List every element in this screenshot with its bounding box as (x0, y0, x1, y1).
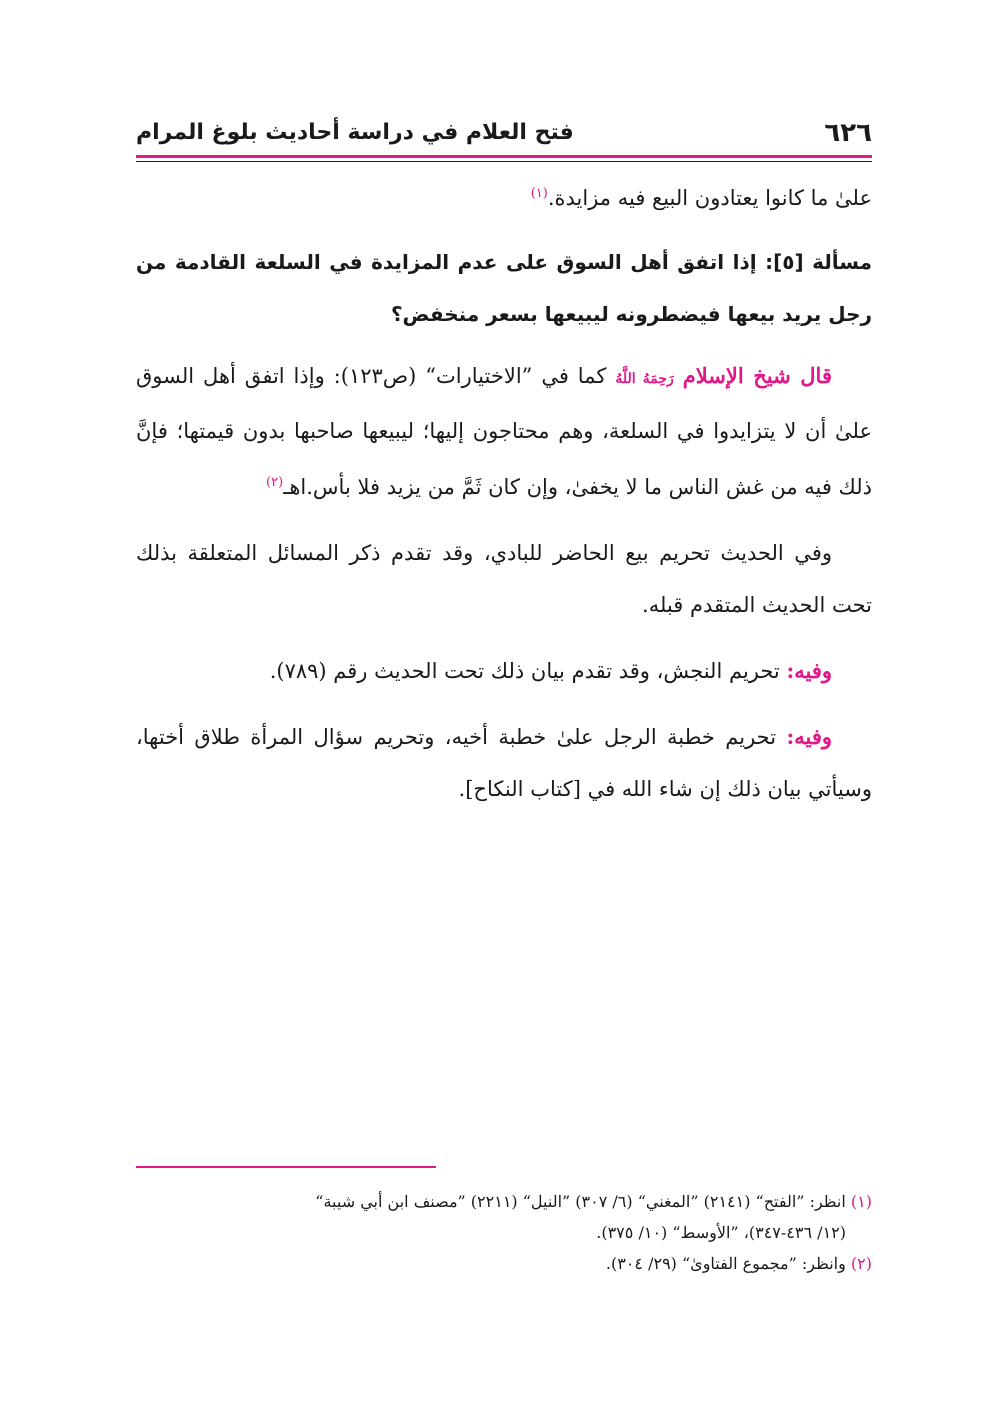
issue-number: مسألة [٥]: (765, 250, 873, 274)
footnote-1-mark: (١) (850, 1192, 872, 1211)
carryover-paragraph (136, 168, 872, 224)
benefit-1 (136, 645, 872, 697)
footnote-2-text: وانظر: ”مجموع الفتاوىٰ“ (٢٩/ ٣٠٤). (605, 1254, 846, 1273)
footnote-1-text: انظر: ”الفتح“ (٢١٤١) ”المغني“ (٦/ ٣٠٧) ”النيل“ (٢٢١١) ”مصنف ابن أبي شيبة“ (315, 1192, 846, 1211)
footnote-1 (136, 1186, 872, 1217)
footnote-2-mark: (٢) (850, 1254, 872, 1273)
footnotes (136, 1186, 872, 1279)
footnote-1-continuation: (١٢/ ٤٣٦-٣٤٧)، ”الأوسط“ (١٠/ ٣٧٥). (596, 1223, 846, 1242)
benefit-2-text: تحريم خطبة الرجل علىٰ خطبة أخيه، وتحريم سؤال المرأة طلاق أختها، وسيأتي بيان ذلك إن شاء الله في [كتاب النكاح]. (136, 725, 872, 801)
header-rule (136, 161, 872, 162)
issue-question: إذا اتفق أهل السوق على عدم المزايدة في السلعة القادمة من رجل يريد بيعها فيضطرونه ليبيعها بسعر منخفض؟ (136, 250, 872, 326)
carryover-text: علىٰ ما كانوا يعتادون البيع فيه مزايدة. (547, 186, 872, 210)
quote-paragraph (136, 350, 872, 513)
quote-speaker: قال شيخ الإسلام (682, 363, 832, 388)
footnote-ref-2[interactable]: (٢) (266, 475, 284, 490)
header-rule-accent (136, 155, 872, 158)
footnote-separator (136, 1166, 436, 1168)
book-page (136, 0, 872, 1418)
page-header (136, 118, 872, 154)
paragraph-1: وفي الحديث تحريم بيع الحاضر للبادي، وقد تقدم ذكر المسائل المتعلقة بذلك تحت الحديث المتقدم قبله. (136, 541, 872, 617)
quote-text: كما في ”الاختيارات“ (ص١٢٣): وإذا اتفق أهل السوق علىٰ أن لا يتزايدوا في السلعة، وهم محتاجون إليها؛ ليبيعها صاحبها بدون قيمتها؛ فإنَّ ذلك فيه من غش الناس ما لا يخفىٰ، وإن كان ثَمَّ من يزيد فلا بأس.اهـ (136, 364, 872, 499)
issue-heading (136, 236, 872, 340)
footnote-ref-1[interactable]: (١) (530, 186, 548, 201)
benefit-1-text: تحريم النجش، وقد تقدم بيان ذلك تحت الحديث رقم (٧٨٩). (269, 659, 780, 683)
footnote-2 (136, 1248, 872, 1279)
benefit-2 (136, 711, 872, 815)
page-number: ٦٢٦ (824, 118, 872, 148)
main-text (136, 168, 872, 815)
book-title: فتح العلام في دراسة أحاديث بلوغ المرام (136, 120, 574, 145)
benefit-2-label: وفيه: (786, 724, 832, 749)
honorific-glyph: رَحِمَهُ اللَّهُ (615, 371, 674, 387)
benefit-1-label: وفيه: (786, 658, 832, 683)
